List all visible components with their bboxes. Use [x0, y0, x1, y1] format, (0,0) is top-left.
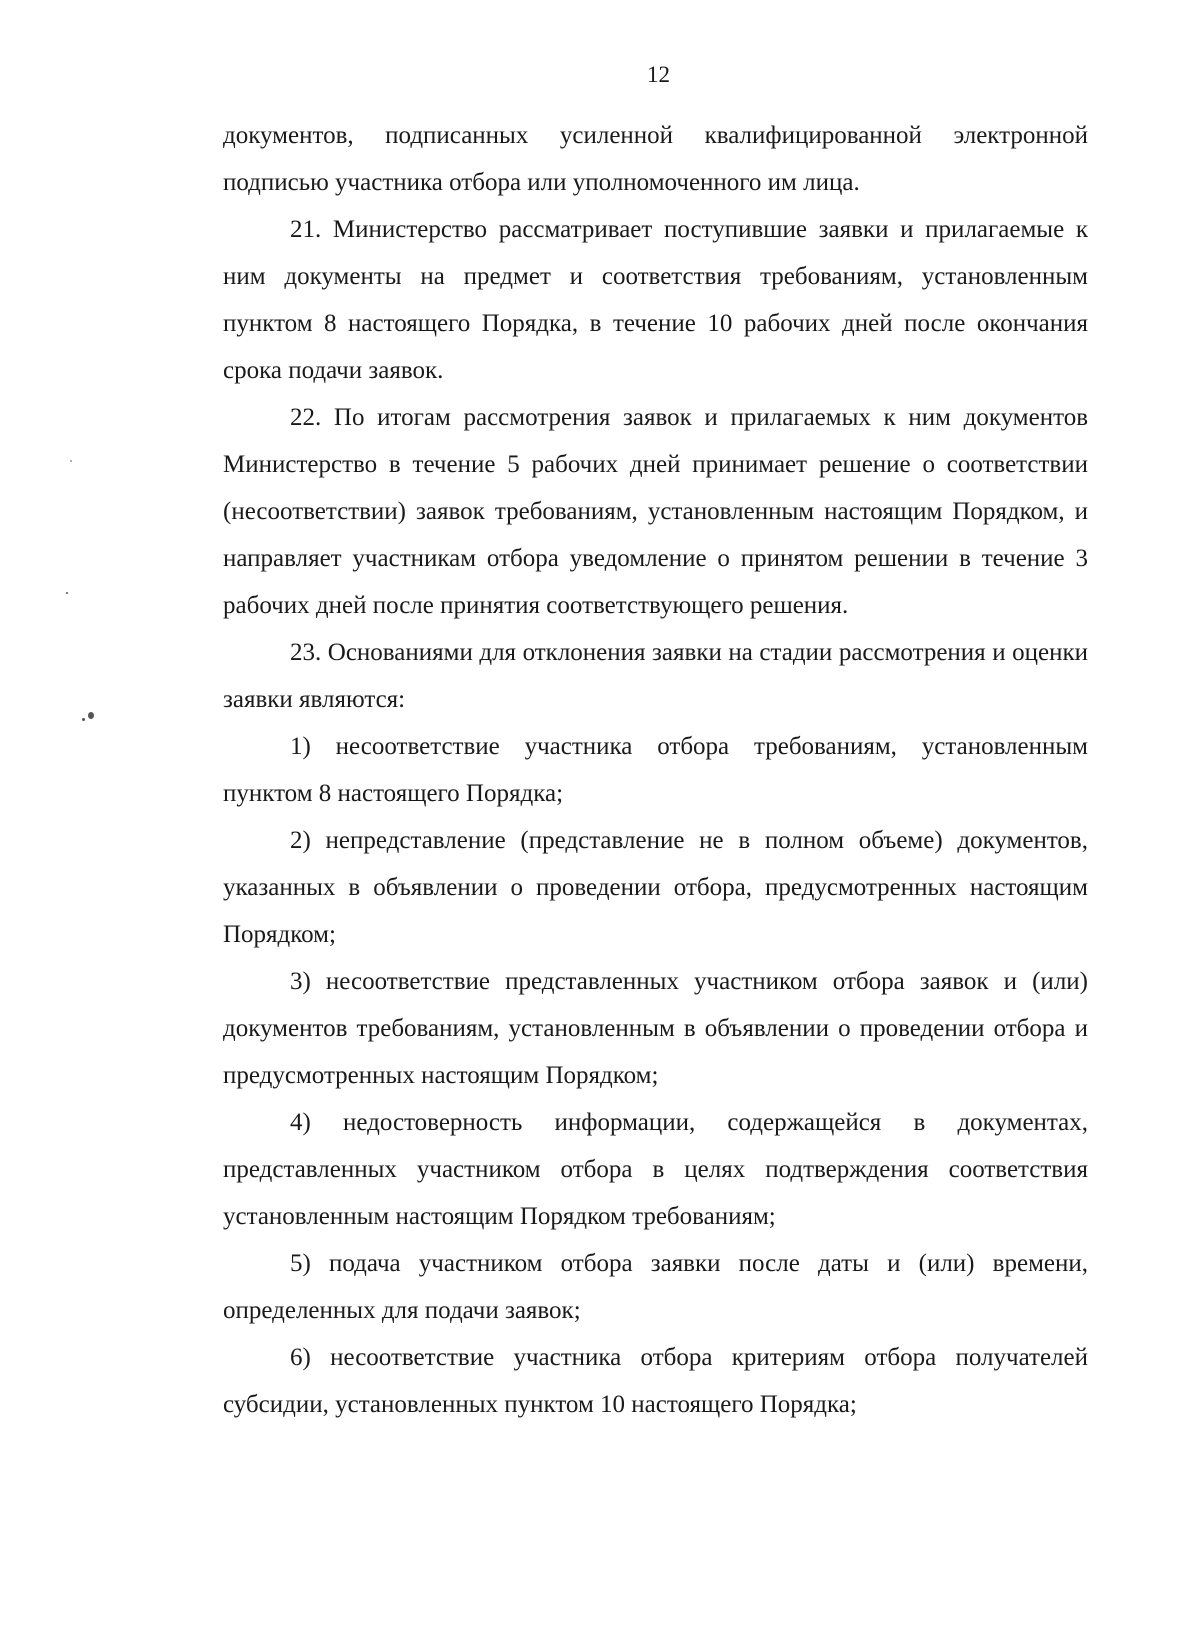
list-item-2: 2) непредставление (представление не в полном объеме) документов, указанных в объявлении о проведении отбора, предусмотренных настоящим Порядком; [223, 827, 1088, 948]
scan-speck [88, 712, 94, 719]
list-item-3: 3) несоответствие представленных участником отбора заявок и (или) документов требованиям, установленным в объявлении о проведении отбора и предусмотренных настоящим Порядком; [223, 968, 1088, 1089]
list-item-5: 5) подача участником отбора заявки после даты и (или) времени, определенных для подачи заявок; [223, 1250, 1088, 1324]
paragraph-item-21: 21. Министерство рассматривает поступившие заявки и прилагаемые к ним документы на предмет и соответствия требованиям, установленным пунктом 8 настоящего Порядка, в течение 10 рабочих дней после окончания срока подачи заявок. [223, 216, 1088, 384]
paragraph-continuation: документов, подписанных усиленной квалифицированной электронной подписью участника отбора или уполномоченного им лица. [223, 122, 1088, 196]
page-number: 12 [647, 62, 670, 87]
list-item-6: 6) несоответствие участника отбора критериям отбора получателей субсидии, установленных пунктом 10 настоящего Порядка; [223, 1344, 1088, 1418]
scan-speck [70, 460, 72, 462]
document-body [223, 112, 1088, 1428]
scan-speck [82, 718, 85, 721]
list-item-1: 1) несоответствие участника отбора требованиям, установленным пунктом 8 настоящего Порядка; [223, 733, 1088, 807]
scan-speck [66, 592, 68, 594]
paragraph-item-23: 23. Основаниями для отклонения заявки на стадии рассмотрения и оценки заявки являются: [223, 639, 1088, 713]
list-item-4: 4) недостоверность информации, содержащейся в документах, представленных участником отбора в целях подтверждения соответствия установленным настоящим Порядком требованиям; [223, 1109, 1088, 1230]
paragraph-item-22: 22. По итогам рассмотрения заявок и прилагаемых к ним документов Министерство в течение 5 рабочих дней принимает решение о соответствии (несоответствии) заявок требованиям, установленным настоящим Порядком, и направляет участникам отбора уведомление о принятом решении в течение 3 рабочих дней после принятия соответствующего решения. [223, 404, 1088, 619]
